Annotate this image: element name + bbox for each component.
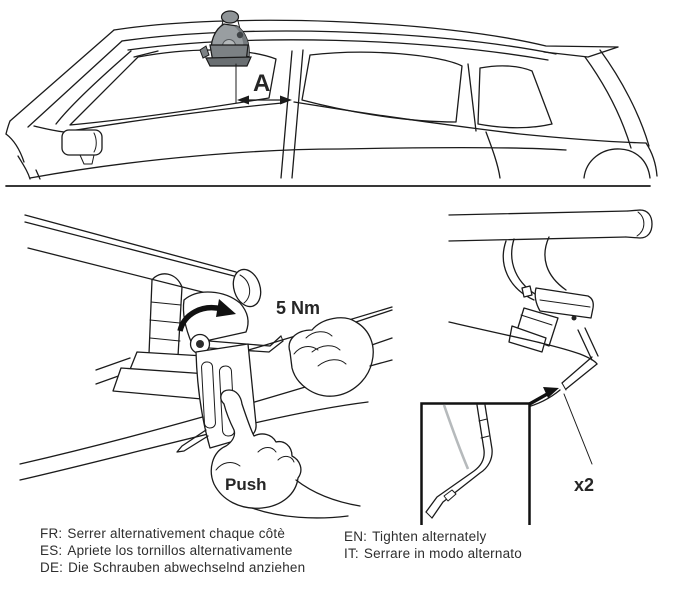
zoom-arrow [526, 387, 559, 406]
instruction-de-text: Die Schrauben abwechselnd anziehen [68, 560, 306, 575]
instruction-fr [40, 526, 285, 541]
tightening-detail [20, 215, 392, 518]
instruction-de [40, 560, 305, 575]
instruction-fr-text: Serrer alternativement chaque côtè [67, 526, 286, 541]
instruction-it-text: Serrare in modo alternato [363, 546, 522, 561]
car-side-view [6, 20, 657, 186]
lang-code-en: EN: [344, 529, 368, 544]
clamp-on-frame-detail [422, 210, 653, 525]
x2-leader-line [564, 394, 592, 464]
instruction-es-text: Apriete los tornillos alternativamente [67, 543, 293, 558]
instruction-it [344, 546, 522, 561]
hand-pushing [211, 390, 360, 518]
detail-inset-box [422, 404, 530, 526]
instruction-es [40, 543, 293, 558]
lang-code-es: ES: [40, 543, 63, 558]
dimension-a-label: A [253, 70, 271, 97]
foot-arm [503, 237, 598, 360]
lang-code-it: IT: [344, 546, 359, 561]
hand-tightening [289, 310, 392, 396]
side-mirror [62, 130, 102, 164]
instruction-en [344, 529, 486, 544]
push-label: Push [225, 475, 267, 494]
lang-code-fr: FR: [40, 526, 63, 541]
roof-foot-on-car [200, 11, 251, 66]
bar-right [449, 210, 652, 241]
instruction-en-text: Tighten alternately [372, 529, 487, 544]
lang-code-de: DE: [40, 560, 64, 575]
quantity-label: x2 [574, 475, 595, 495]
torque-label: 5 Nm [276, 298, 321, 318]
